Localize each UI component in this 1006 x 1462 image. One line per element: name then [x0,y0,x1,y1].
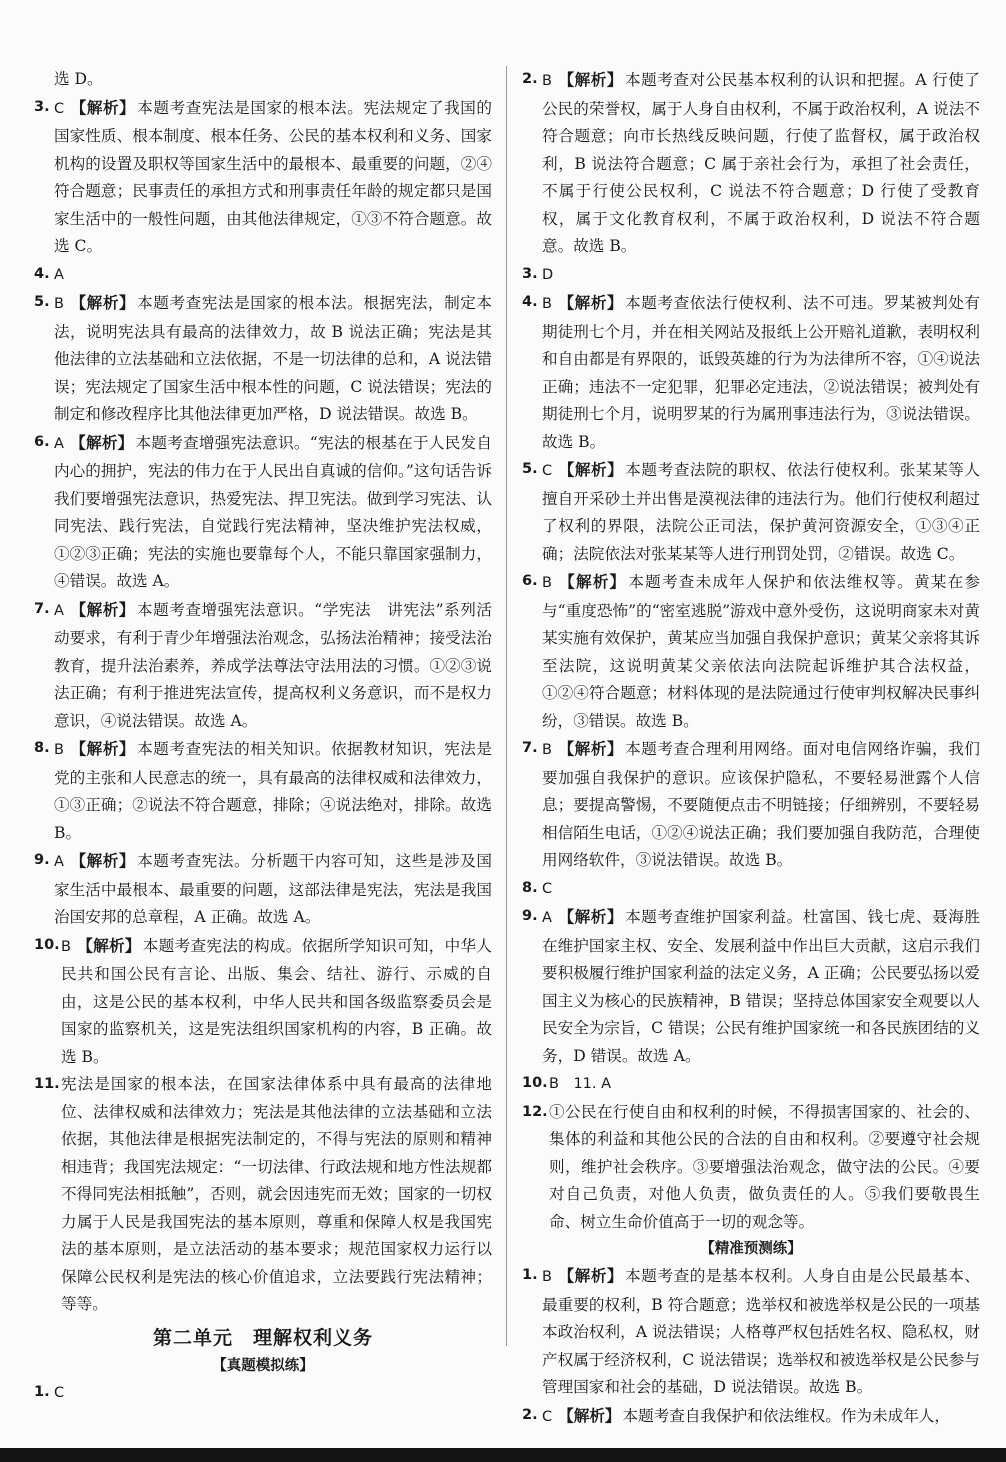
analysis-text: 本题考查宪法。分析题干内容可知，这些是涉及国家生活中最根本、最重要的问题，这部法律是宪法，宪法是我国治国安邦的总章程，A 正确。故选 A。 [54,852,492,926]
answer-number: 2. [522,71,538,87]
answer-choice: B [542,742,552,758]
analysis-text: 本题考查对公民基本权利的认识和把握。A 行使了公民的荣誉权，属于人身自由权利，不属于政治权利，A 说法不符合题意；向市长热线反映问题，行使了监督权，属于政治权利，B 说法符合题意；C 属于亲社会行为，承担了社会责任，不属于行使公民权利，C 说法不符合题意；D 行使了受教育权，属于文化教育权利，不属于政治权利，D 说法不符合题意。故选 B。 [542,71,980,255]
answer-number: 11. [34,1076,60,1092]
answer-choice: B [542,296,552,312]
answer-number: 6. [522,573,538,589]
analysis-text: 本题考查维护国家利益。杜富国、钱七虎、聂海胜在维护国家主权、安全、发展利益中作出巨大贡献，这启示我们要积极履行维护国家利益的法定义务，A 正确；公民要弘扬以爱国主义为核心的民族精神，B 错误；坚持总体国家安全观要以人民安全为宗旨，C 错误；公民有维护国家统一和各民族团结的义务，D 错误。故选 A。 [542,908,980,1065]
answer-item [34,94,492,261]
analysis-text: 本题考查自我保护和依法维权。作为未成年人， [622,1406,950,1425]
analysis-tag: 【解析】 [69,599,135,619]
analysis-text: ①公民在行使自由和权利的时候，不得损害国家的、社会的、集体的利益和其他公民的合法的自由和权利。②要遵守社会规则，维护社会秩序。③要增强法治观念，做守法的公民。④要对自己负责，对他人负责，做负责任的人。⑤我们要敬畏生命、树立生命价值高于一切的观念等。 [549,1102,980,1231]
analysis-text: 本题考查增强宪法意识。“宪法的根基在于人民发自内心的拥护，宪法的伟力在于人民出自真诚的信仰。”这句话告诉我们要增强宪法意识，热爱宪法、捍卫宪法。做到学习宪法、认同宪法、践行宪法，自觉践行宪法精神，坚决维护宪法权威，①②③正确；宪法的实施也要靠每个人，不能只靠国家强制力，④错误。故选 A。 [54,433,492,590]
answer-number: 9. [34,852,50,868]
continued-text: 选 D。 [54,70,103,88]
answer-choice: A [54,854,64,870]
left-column [34,66,492,1407]
answer-number: 10. [34,936,60,953]
answer-item [522,568,980,735]
answer-item [34,289,492,429]
answer-item [522,735,980,875]
answer-item [522,1070,980,1099]
analysis-tag: 【解析】 [558,460,624,479]
analysis-tag: 【解析】 [76,935,141,955]
answer-choice: B [54,742,64,758]
analysis-tag: 【解析】 [557,70,624,89]
analysis-text: 本题考查宪法的构成。依据所学知识可知，中华人民共和国公民有言论、出版、集会、结社、游行、示威的自由，这是公民的基本权利，中华人民共和国各级监察委员会是国家的监察机关，这是宪法组织国家机构的内容，B 正确。故选 B。 [61,936,492,1066]
analysis-text: 宪法是国家的根本法，在国家法律体系中具有最高的法律地位、法律权威和法律效力；宪法是其他法律的立法基础和立法依据，其他法律是根据宪法制定的，不得与宪法的原则和精神相违背；我国宪法规定：“一切法律、行政法规和地方性法规都不得同宪法相抵触”，否则，就会因违宪而无效；国家的一切权力属于人民是我国宪法的基本原则，尊重和保障人权是我国宪法的基本原则，是立法活动的基本要求；规范国家权力运行以保障公民权利是宪法的核心价值追求，立法要践行宪法精神；等等。 [61,1075,492,1313]
answer-choice: C [542,1408,553,1425]
analysis-text: 本题考查未成年人保护和依法维权等。黄某在参与“重度恐怖”的“密室逃脱”游戏中意外受伤，这说明商家未对黄某实施有效保护，黄某应当加强自我保护意识；黄某父亲将其诉至法院，这说明黄某父亲依法向法院起诉维护其合法权益，①②④符合题意；材料体现的是法院通过行使审判权解决民事纠纷，③错误。故选 B。 [542,573,980,730]
right-column [522,66,980,1431]
analysis-text: 本题考查依法行使权利、法不可违。罗某被判处有期徒刑七个月，并在相关网站及报纸上公开赔礼道歉，表明权利和自由都是有界限的，诋毁英雄的行为为法律所不容，①④说法正确；违法不一定犯罪，犯罪必定违法，②说法错误；被判处有期徒刑七个月，说明罗某的行为属刑事违法行为，③说法错误。故选 B。 [542,294,980,451]
analysis-text: 本题考查宪法是国家的根本法。根据宪法，制定本法，说明宪法具有最高的法律效力，故 B 说法正确；宪法是其他法律的立法基础和立法依据，不是一切法律的总和，A 说法错误；宪法规定了国家生活中根本性的问题，C 说法错误；宪法的制定和修改程序比其他法律更加严格，D 说法错误。故选 B。 [54,294,492,423]
analysis-tag: 【解析】 [557,572,627,591]
column-divider [506,66,507,1346]
answer-item [522,1099,980,1237]
answer-item [522,875,980,904]
answer-item [522,1402,980,1432]
answer-number: 8. [522,879,538,896]
analysis-tag: 【解析】 [557,1266,624,1285]
answer-item [34,1379,492,1408]
analysis-tag: 【解析】 [557,739,624,758]
answer-number: 3. [34,98,50,115]
analysis-text: 本题考查增强宪法意识。“学宪法 讲宪法”系列活动要求，有利于青少年增强法治观念，弘扬法治精神；接受法治教育，提升法治素养，养成学法尊法守法用法的习惯。①②③说法正确；有利于推进宪法宣传，提高权利义务意识，而不是权力意识，④说法错误。故选 A。 [54,600,492,730]
answer-number: 5. [522,461,538,477]
answer-item [522,261,980,290]
answer-number: 2. [522,1406,538,1423]
answer-item [522,1262,980,1402]
analysis-tag: 【解析】 [558,1405,621,1425]
answer-choice: B [54,296,64,312]
analysis-text: 本题考查法院的职权、依法行使权利。张某某等人擅自开采砂土并出售是漠视法律的违法行为。他们行使权利超过了权利的界限，法院公正司法，保护黄河资源安全，①③④正确；法院依法对张某某等人进行刑罚处罚，②错误。故选 C。 [542,461,980,563]
answer-number: 3. [522,265,538,282]
right-answer-list [522,66,980,1236]
answer-item [34,932,492,1072]
answer-choice: B [542,1269,552,1285]
prediction-answer-list [522,1262,980,1431]
answer-choice: A [54,602,64,619]
analysis-tag: 【解析】 [557,293,624,312]
analysis-text: 本题考查合理利用网络。面对电信网络诈骗，我们要加强自我保护的意识。应该保护隐私，不要轻易泄露个人信息；要提高警惕，不要随便点击不明链接；仔细辨别，不要轻易相信陌生电话，①②④说法正确；我们要加强自我防范，合理使用网络软件，③说法错误。故选 B。 [542,740,980,869]
answer-item [522,289,980,456]
answer-item [522,66,980,261]
answer-choice: C [54,1384,65,1401]
answer-number: 7. [34,600,50,617]
answer-number: 1. [522,1267,538,1283]
analysis-tag: 【解析】 [69,739,136,758]
answer-item [522,456,980,568]
answer-choice: B [542,575,552,591]
answer-number: 6. [34,433,50,450]
answer-number: 5. [34,294,50,310]
answer-item [34,429,492,596]
answer-item [34,847,492,932]
answer-item [34,1071,492,1319]
answer-number: 10. [522,1075,548,1091]
answer-number: 4. [34,265,50,282]
answer-choice: C [54,100,65,117]
answer-number: 12. [522,1103,548,1120]
section-title-real-exam: 【真题模拟练】 [212,1357,314,1374]
unit-title: 第二单元 理解权利义务 [152,1326,373,1349]
answer-item [34,596,492,736]
scan-edge-bar [0,1448,1006,1462]
answer-choice: B [542,73,552,89]
analysis-tag: 【解析】 [70,97,136,117]
analysis-tag: 【解析】 [69,432,134,452]
answer-number: 4. [522,294,538,310]
analysis-text: 本题考查宪法是国家的根本法。宪法规定了我国的国家性质、根本制度、根本任务、公民的基本权利和义务、国家机构的设置及职权等国家生活中的最根本、最重要的问题，②④符合题意；民事责任的承担方式和刑事责任年龄的规定都只是国家生活中的一般性问题，由其他法律规定，①③不符合题意。故选 C。 [54,98,492,255]
answer-choice: A [54,266,64,283]
answer-item [522,903,980,1070]
analysis-text: 本题考查宪法的相关知识。依据教材知识，宪法是党的主张和人民意志的统一，具有最高的法律权威和法律效力，①③正确；②说法不符合题意，排除；④说法绝对，排除。故选 B。 [54,740,492,842]
answer-choice: B 11. A [549,1076,612,1092]
answer-number: 9. [522,908,538,924]
answer-item [34,735,492,847]
answer-number: 8. [34,740,50,756]
answer-choice: B [61,938,71,955]
left-answer-list [34,94,492,1319]
answer-choice: D [542,266,554,283]
analysis-tag: 【解析】 [69,293,136,312]
answer-choice: C [542,463,553,479]
answer-choice: A [542,910,552,926]
answer-choice: C [542,880,553,897]
answer-item [34,261,492,290]
analysis-text: 本题考查的是基本权利。人身自由是公民最基本、最重要的权利，B 符合题意；选举权和被选举权是公民的一项基本政治权利，A 说法错误；人格尊严权包括姓名权、隐私权，财产权属于经济权利，C 说法错误；选举权和被选举权是公民参与管理国家和社会的基础，D 说法错误。故选 B。 [542,1267,980,1396]
answer-number: 7. [522,740,538,756]
analysis-tag: 【解析】 [557,907,624,926]
answer-number: 1. [34,1383,50,1400]
analysis-tag: 【解析】 [69,851,136,870]
answer-choice: A [54,435,64,452]
section-title-prediction: 【精准预测练】 [700,1241,802,1257]
